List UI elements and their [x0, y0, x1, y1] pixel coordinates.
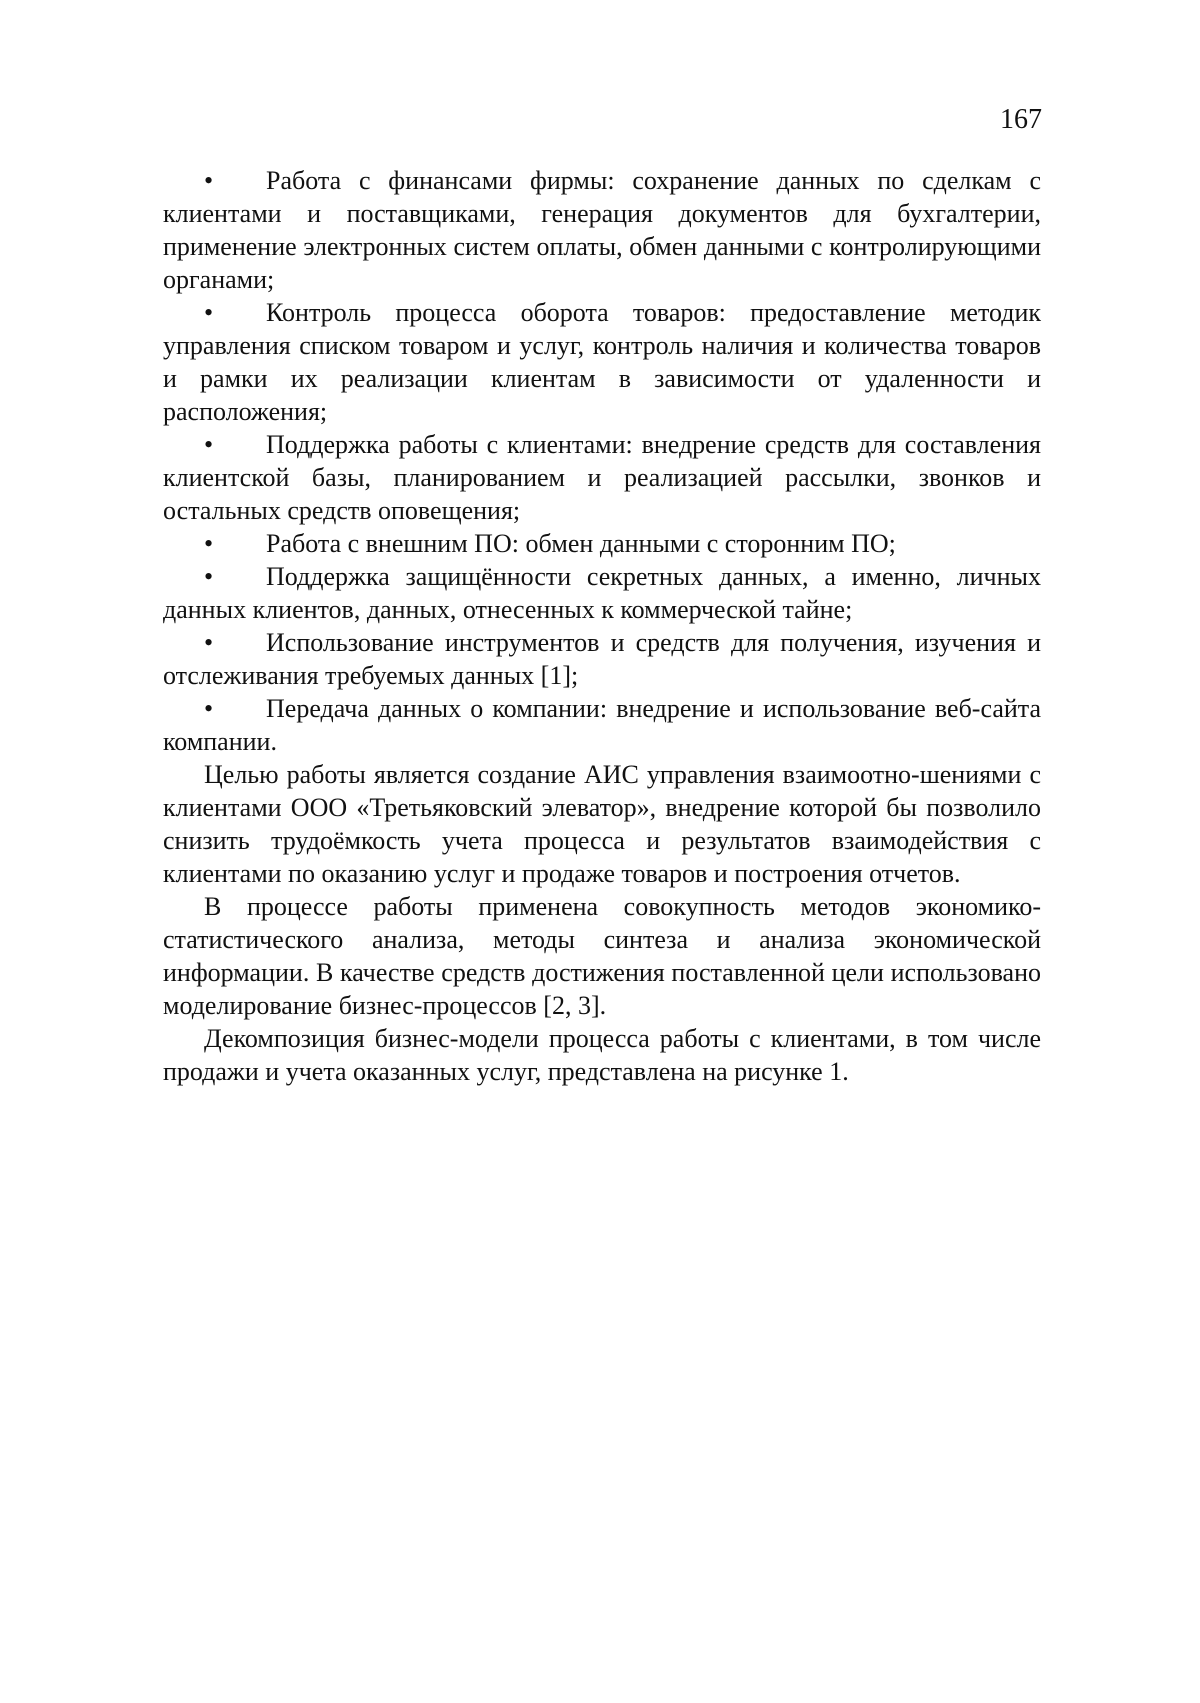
bullet-item-finance [163, 164, 1041, 296]
bullet-text: Передача данных о компании: внедрение и использование веб-сайта компании. [163, 694, 1041, 756]
bullet-text: Поддержка работы с клиентами: внедрение средств для составления клиентской базы, планированием и реализацией рассылки, звонков и остальных средств оповещения; [163, 430, 1041, 525]
bullet-item-goods-control [163, 296, 1041, 428]
bullet-item-client-support [163, 428, 1041, 527]
bullet-item-external-software [163, 527, 1041, 560]
bullet-marker: • [204, 560, 266, 593]
bullet-text: Работа с финансами фирмы: сохранение данных по сделкам с клиентами и поставщиками, генерация документов для бухгалтерии, применение электронных систем оплаты, обмен данными с контролирующими органами; [163, 166, 1041, 294]
bullet-marker: • [204, 164, 266, 197]
document-page [0, 0, 1200, 1703]
bullet-text: Контроль процесса оборота товаров: предоставление методик управления списком товаром и услуг, контроль наличия и количества товаров и рамки их реализации клиентам в зависимости от удаленности и расположения; [163, 298, 1041, 426]
bullet-marker: • [204, 626, 266, 659]
bullet-item-company-website [163, 692, 1041, 758]
bullet-marker: • [204, 527, 266, 560]
paragraph-methods: В процессе работы применена совокупность методов экономико-статистического анализа, методы синтеза и анализа экономической информации. В качестве средств достижения поставленной цели использовано моделирование бизнес-процессов [2, 3]. [163, 890, 1041, 1022]
bullet-text: Работа с внешним ПО: обмен данными с сторонним ПО; [266, 529, 896, 558]
bullet-item-data-tools [163, 626, 1041, 692]
body-text [163, 164, 1041, 1088]
page-number: 167 [1000, 102, 1042, 138]
bullet-marker: • [204, 692, 266, 725]
bullet-marker: • [204, 428, 266, 461]
bullet-text: Использование инструментов и средств для получения, изучения и отслеживания требуемых данных [1]; [163, 628, 1041, 690]
paragraph-decomposition: Декомпозиция бизнес-модели процесса работы с клиентами, в том числе продажи и учета оказанных услуг, представлена на рисунке 1. [163, 1022, 1041, 1088]
paragraph-goal: Целью работы является создание АИС управления взаимоотно-шениями с клиентами ООО «Третьяковский элеватор», внедрение которой бы позволило снизить трудоёмкость учета процесса и результатов взаимодействия с клиентами по оказанию услуг и продаже товаров и построения отчетов. [163, 758, 1041, 890]
bullet-text: Поддержка защищённости секретных данных, а именно, личных данных клиентов, данных, отнесенных к коммерческой тайне; [163, 562, 1041, 624]
bullet-marker: • [204, 296, 266, 329]
bullet-item-data-security [163, 560, 1041, 626]
